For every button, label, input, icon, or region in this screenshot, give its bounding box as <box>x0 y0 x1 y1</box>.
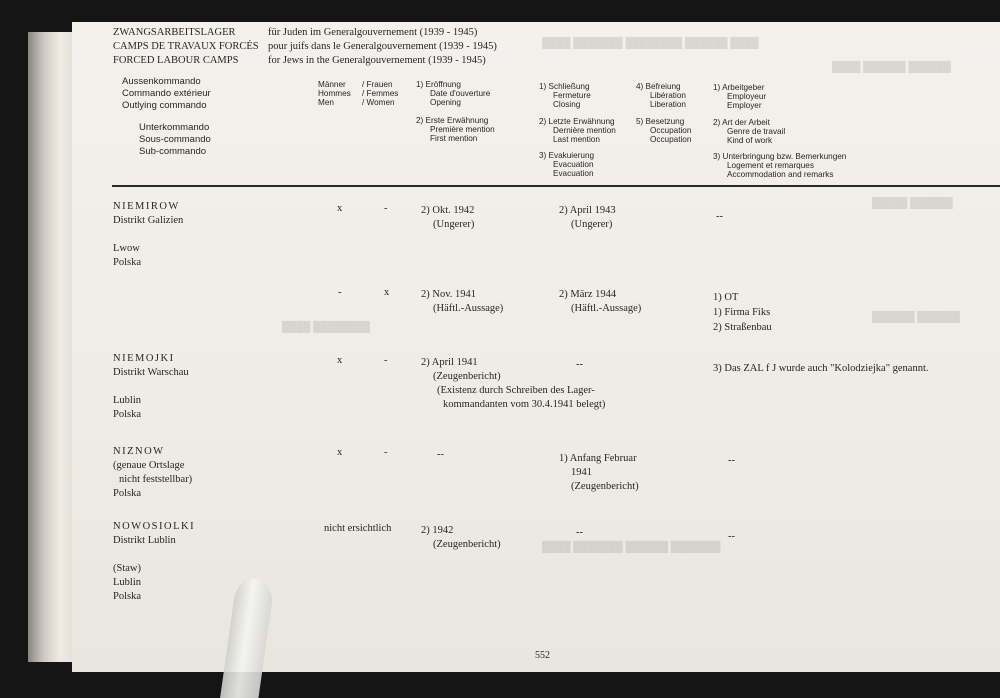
opening-line: (Ungerer) <box>433 219 475 230</box>
entry-nowosiolki-opening <box>421 524 501 552</box>
closing-line: 1941 <box>571 467 592 478</box>
opening-line: (Häftl.-Aussage) <box>433 303 504 314</box>
legend-liberation <box>636 82 686 109</box>
legend-last-mention-de: 2) Letzte Erwähnung <box>539 117 615 126</box>
entry-niznow-name <box>113 445 192 501</box>
entry-niemirow-opening <box>421 204 474 232</box>
legend-liberation-fr: Libération <box>650 91 686 100</box>
legend-men <box>318 80 351 107</box>
location-line: nicht feststellbar) <box>119 474 193 485</box>
location-line: Polska <box>113 488 142 499</box>
camp-name: NIEMIROW <box>113 201 180 212</box>
remarks-line: -- <box>716 211 723 222</box>
entry-niznow-closing <box>559 452 639 494</box>
legend-accommodation-fr: Logement et remarques <box>727 161 814 170</box>
title-line-fr: CAMPS DE TRAVAUX FORCÉS <box>113 41 259 52</box>
location-line: Distrikt Galizien <box>113 215 184 226</box>
location-line: (genaue Ortslage <box>113 460 185 471</box>
aussen-line-en: Outlying commando <box>122 100 207 111</box>
subtitle-line-fr: pour juifs dans le Generalgouvernement (1939 - 1945) <box>268 41 497 52</box>
legend-first-mention-fr: Première mention <box>430 125 495 134</box>
legend-closing <box>539 82 591 109</box>
closing-line: (Ungerer) <box>571 219 613 230</box>
legend-opening <box>416 80 490 107</box>
remarks-line: 3) Das ZAL f J wurde auch "Kolodziejka" genannt. <box>713 363 929 374</box>
entry-niemirow-name <box>113 200 183 270</box>
closing-line: 1) Anfang Februar <box>559 453 637 464</box>
opening-line: 2) 1942 <box>421 525 454 536</box>
book-spine <box>28 32 74 662</box>
legend-employer <box>713 83 766 110</box>
entry-2-remarks <box>713 290 772 335</box>
legend-closing-fr: Fermeture <box>553 91 591 100</box>
camp-name: NIEMOJKI <box>113 353 175 364</box>
legend-employer-de: 1) Arbeitgeber <box>713 83 765 92</box>
men-mark: - <box>338 287 342 298</box>
legend-closing-de: 1) Schließung <box>539 82 590 91</box>
entry-2-closing <box>559 288 641 316</box>
legend-women <box>362 80 398 107</box>
legend-opening-de: 1) Eröffnung <box>416 80 461 89</box>
unter-line-en: Sub-commando <box>139 146 207 157</box>
legend-last-mention <box>539 117 616 144</box>
legend-accommodation-de: 3) Unterbringung bzw. Bemerkungen <box>713 152 847 161</box>
header-subtitle <box>268 26 497 68</box>
opening-line: 2) April 1941 <box>421 357 478 368</box>
legend-kind-of-work <box>713 118 785 145</box>
legend-occupation-en: Occupation <box>650 135 692 144</box>
title-line-de: ZWANGSARBEITSLAGER <box>113 27 236 38</box>
location-line: (Staw) <box>113 563 141 574</box>
page-number: 552 <box>535 650 550 661</box>
title-line-en: FORCED LABOUR CAMPS <box>113 55 239 66</box>
bleed-through-5: ████████ ████ <box>282 322 370 333</box>
legend-evacuation-en: Evacuation <box>553 169 594 178</box>
legend-men-de: Männer <box>318 80 346 89</box>
legend-evacuation-fr: Evacuation <box>553 160 594 169</box>
opening-line: 2) Nov. 1941 <box>421 289 477 300</box>
bleed-through-4: ██████ ██████ <box>872 312 960 323</box>
remarks-line: -- <box>728 455 735 466</box>
legend-occupation <box>636 117 691 144</box>
location-line: Polska <box>113 591 142 602</box>
women-mark: x <box>384 287 390 298</box>
location-line: Lublin <box>113 577 141 588</box>
location-line: Polska <box>113 409 142 420</box>
closing-line: -- <box>576 359 583 370</box>
legend-men-en: Men <box>318 98 334 107</box>
legend-liberation-de: 4) Befreiung <box>636 82 681 91</box>
entry-niemojki-name <box>113 352 189 422</box>
legend-first-mention-de: 2) Erste Erwähnung <box>416 116 489 125</box>
men-women-note: nicht ersichtlich <box>324 523 392 534</box>
aussen-line-fr: Commando extérieur <box>122 88 211 99</box>
legend-occupation-fr: Occupation <box>650 126 692 135</box>
men-mark: x <box>337 203 343 214</box>
bleed-through-2: ██████ ██████ ████ <box>832 62 951 73</box>
legend-accommodation-en: Accommodation and remarks <box>727 170 834 179</box>
men-mark: x <box>337 447 343 458</box>
closing-line: 2) März 1944 <box>559 289 617 300</box>
location-line <box>113 380 189 394</box>
location-line: Distrikt Lublin <box>113 535 176 546</box>
men-mark: x <box>337 355 343 366</box>
remarks-line: 1) Firma Fiks <box>713 307 771 318</box>
location-line <box>113 548 195 562</box>
camp-name: NIZNOW <box>113 446 165 457</box>
legend-kind-of-work-de: 2) Art der Arbeit <box>713 118 770 127</box>
header-divider <box>112 185 1000 187</box>
legend-first-mention <box>416 116 495 143</box>
camp-name: NOWOSIOLKI <box>113 521 196 532</box>
legend-accommodation <box>713 152 846 179</box>
women-mark: - <box>384 355 388 366</box>
legend-occupation-de: 5) Besetzung <box>636 117 685 126</box>
location-line: Distrikt Warschau <box>113 367 189 378</box>
location-line: Lwow <box>113 243 140 254</box>
legend-first-mention-en: First mention <box>430 134 478 143</box>
entry-niemirow-closing <box>559 204 616 232</box>
closing-line: (Häftl.-Aussage) <box>571 303 642 314</box>
opening-line: (Zeugenbericht) <box>433 371 501 382</box>
opening-line: kommandanten vom 30.4.1941 belegt) <box>443 399 606 410</box>
aussen-line-de: Aussenkommando <box>122 76 201 87</box>
women-mark: - <box>384 203 388 214</box>
location-line: Polska <box>113 257 142 268</box>
legend-evacuation-de: 3) Evakuierung <box>539 151 595 160</box>
legend-men-fr: Hommes <box>318 89 351 98</box>
legend-women-de: / Frauen <box>362 80 393 89</box>
location-line: Lublin <box>113 395 141 406</box>
header-unterkommando <box>139 122 211 158</box>
unter-line-de: Unterkommando <box>139 122 210 133</box>
closing-line: 2) April 1943 <box>559 205 616 216</box>
book-page <box>72 22 1000 672</box>
legend-evacuation <box>539 151 594 178</box>
legend-opening-fr: Date d'ouverture <box>430 89 491 98</box>
remarks-line: 2) Straßenbau <box>713 322 772 333</box>
legend-closing-en: Closing <box>553 100 581 109</box>
legend-liberation-en: Liberation <box>650 100 686 109</box>
opening-line: 2) Okt. 1942 <box>421 205 475 216</box>
legend-employer-fr: Employeur <box>727 92 767 101</box>
remarks-line: -- <box>728 531 735 542</box>
bleed-through-3: ██████ █████ <box>872 198 953 209</box>
opening-line: (Existenz durch Schreiben des Lager- <box>437 385 595 396</box>
header-title <box>113 26 259 68</box>
entry-2-opening <box>421 288 503 316</box>
header-aussenkommando <box>122 76 211 112</box>
unter-line-fr: Sous-commando <box>139 134 211 145</box>
remarks-line: 1) OT <box>713 292 739 303</box>
subtitle-line-de: für Juden im Generalgouvernement (1939 - 1945) <box>268 27 478 38</box>
closing-line: -- <box>576 527 583 538</box>
closing-line: (Zeugenbericht) <box>571 481 639 492</box>
entry-nowosiolki-name <box>113 520 195 604</box>
legend-kind-of-work-en: Kind of work <box>727 136 773 145</box>
bleed-through-6: ███████ ██████ ███████ ████ <box>542 542 721 553</box>
legend-last-mention-en: Last mention <box>553 135 600 144</box>
bleed-through-1: ████ ██████ ████████ ███████ ████ <box>542 38 759 49</box>
legend-women-fr: / Femmes <box>362 89 399 98</box>
legend-employer-en: Employer <box>727 101 762 110</box>
legend-last-mention-fr: Dernière mention <box>553 126 616 135</box>
legend-women-en: / Women <box>362 98 395 107</box>
opening-line: -- <box>437 449 444 460</box>
legend-kind-of-work-fr: Genre de travail <box>727 127 786 136</box>
opening-line: (Zeugenbericht) <box>433 539 501 550</box>
location-line <box>113 228 183 242</box>
legend-opening-en: Opening <box>430 98 461 107</box>
subtitle-line-en: for Jews in the Generalgouvernement (1939 - 1945) <box>268 55 486 66</box>
women-mark: - <box>384 447 388 458</box>
